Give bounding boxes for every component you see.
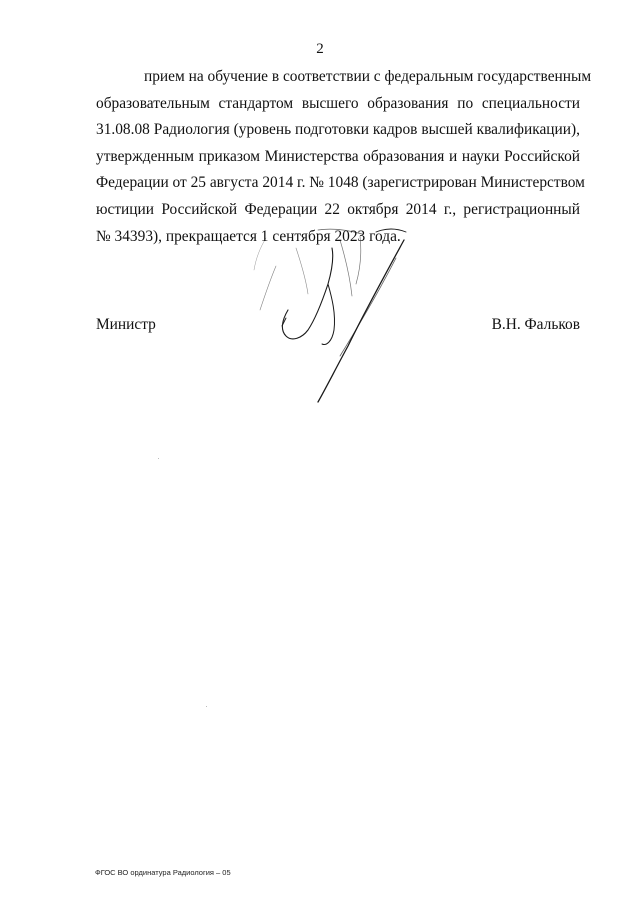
paragraph-line: Федерации от 25 августа 2014 г. № 1048 (зарегистрирован Министерством — [96, 174, 585, 192]
paragraph-line: юстиции Российской Федерации 22 октября 2014 г., регистрационный — [96, 200, 580, 218]
paragraph-line: № 34393), прекращается 1 сентября 2023 года. — [96, 227, 401, 245]
paragraph-line: 31.08.08 Радиология (уровень подготовки кадров высшей квалификации), — [96, 121, 580, 139]
paragraph-line: утвержденным приказом Министерства образования и науки Российской — [96, 147, 580, 165]
document-footer: ФГОС ВО ординатура Радиология – 05 — [95, 868, 231, 877]
scan-speck — [158, 458, 159, 459]
scan-speck — [206, 706, 207, 707]
signer-name: В.Н. Фальков — [491, 316, 580, 333]
paragraph-line: прием на обучение в соответствии с федеральным государственным — [144, 68, 592, 85]
handwritten-signature — [236, 218, 436, 408]
signer-role: Министр — [96, 316, 156, 333]
paragraph-line: образовательным стандартом высшего образования по специальности — [96, 94, 580, 112]
page-number: 2 — [316, 41, 324, 57]
